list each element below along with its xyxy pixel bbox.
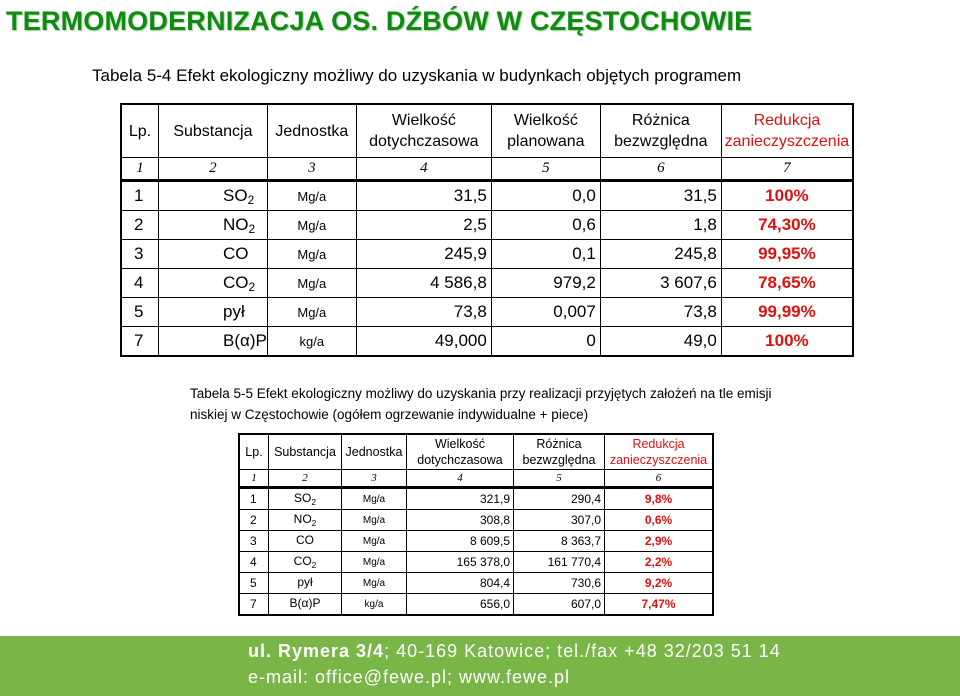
table1-caption: Tabela 5-4 Efekt ekologiczny możliwy do uzyskania w budynkach objętych programem: [92, 66, 742, 85]
column-index: 1: [121, 158, 159, 181]
column-index: 5: [514, 470, 605, 488]
current-value-cell: 321,9: [407, 488, 514, 510]
table2-ecological-effect: [238, 433, 714, 616]
current-value-cell: 2,5: [356, 211, 491, 240]
substance-cell: [269, 573, 342, 594]
col-header-lp: Lp.: [121, 104, 159, 158]
current-value-cell: 8 609,5: [407, 531, 514, 552]
reduction-cell: 99,95%: [721, 240, 853, 269]
substance-name: CO: [296, 533, 314, 547]
column-index-row: [121, 158, 853, 181]
table-row: [121, 181, 853, 211]
difference-cell: 3 607,6: [600, 269, 721, 298]
difference-cell: 8 363,7: [514, 531, 605, 552]
reduction-cell: 9,2%: [605, 573, 714, 594]
lp-cell: 7: [239, 594, 269, 616]
unit-cell: Mg/a: [267, 269, 356, 298]
planned-value-cell: 0,007: [491, 298, 600, 327]
table-row: [121, 269, 853, 298]
substance-cell: [159, 298, 268, 327]
page-title: TERMOMODERNIZACJA OS. DŹBÓW W CZĘSTOCHOWIE: [6, 6, 753, 36]
substance-name: SO: [293, 491, 312, 505]
unit-cell: Mg/a: [342, 531, 407, 552]
column-index: 6: [600, 158, 721, 181]
substance-subscript: 2: [247, 192, 255, 207]
difference-cell: 49,0: [600, 327, 721, 357]
column-index-row: [239, 470, 713, 488]
planned-value-cell: 979,2: [491, 269, 600, 298]
table-row: [121, 211, 853, 240]
lp-cell: 1: [239, 488, 269, 510]
substance-name: B(α)P: [223, 330, 267, 350]
column-index: 4: [407, 470, 514, 488]
col-header-difference: Różnica bezwzględna: [514, 434, 605, 470]
substance-subscript: 2: [248, 279, 256, 294]
reduction-cell: 78,65%: [721, 269, 853, 298]
current-value-cell: 165 378,0: [407, 552, 514, 573]
difference-cell: 73,8: [600, 298, 721, 327]
reduction-cell: 9,8%: [605, 488, 714, 510]
table-row: [239, 594, 713, 616]
lp-cell: 4: [121, 269, 159, 298]
footer-street: ul. Rymera 3/4: [248, 641, 385, 661]
substance-subscript: 2: [311, 560, 317, 570]
current-value-cell: 804,4: [407, 573, 514, 594]
footer-email-web: e-mail: office@fewe.pl; www.fewe.pl: [248, 667, 571, 687]
col-header-current-value: Wielkość dotychczasowa: [356, 104, 491, 158]
table-row: [121, 240, 853, 269]
current-value-cell: 656,0: [407, 594, 514, 616]
difference-cell: 607,0: [514, 594, 605, 616]
substance-name: pył: [223, 301, 245, 321]
column-index: 5: [491, 158, 600, 181]
unit-cell: Mg/a: [267, 298, 356, 327]
col-header-substance: Substancja: [269, 434, 342, 470]
planned-value-cell: 0,1: [491, 240, 600, 269]
column-index: 1: [239, 470, 269, 488]
unit-cell: Mg/a: [267, 211, 356, 240]
substance-subscript: 2: [248, 221, 256, 236]
unit-cell: kg/a: [267, 327, 356, 357]
unit-cell: Mg/a: [342, 573, 407, 594]
unit-cell: Mg/a: [342, 510, 407, 531]
substance-name: pył: [297, 575, 313, 589]
footer-address: [248, 641, 781, 662]
col-header-planned-value: Wielkość planowana: [491, 104, 600, 158]
substance-cell: [159, 240, 268, 269]
reduction-cell: 100%: [721, 181, 853, 211]
col-header-unit: Jednostka: [267, 104, 356, 158]
substance-cell: [269, 510, 342, 531]
lp-cell: 4: [239, 552, 269, 573]
col-header-reduction: Redukcja zanieczyszczenia: [605, 434, 714, 470]
col-header-current-value: Wielkość dotychczasowa: [407, 434, 514, 470]
unit-cell: Mg/a: [342, 552, 407, 573]
lp-cell: 3: [121, 240, 159, 269]
column-index: 6: [605, 470, 714, 488]
column-index: 2: [269, 470, 342, 488]
current-value-cell: 73,8: [356, 298, 491, 327]
lp-cell: 5: [239, 573, 269, 594]
reduction-cell: 2,2%: [605, 552, 714, 573]
lp-cell: 2: [239, 510, 269, 531]
column-index: 7: [721, 158, 853, 181]
difference-cell: 245,8: [600, 240, 721, 269]
difference-cell: 1,8: [600, 211, 721, 240]
reduction-cell: 7,47%: [605, 594, 714, 616]
col-header-substance: Substancja: [159, 104, 268, 158]
table-row: [239, 531, 713, 552]
reduction-cell: 100%: [721, 327, 853, 357]
substance-cell: [159, 181, 268, 211]
substance-name: CO: [223, 272, 249, 292]
column-index: 2: [159, 158, 268, 181]
substance-name: B(α)P: [289, 596, 321, 610]
difference-cell: 730,6: [514, 573, 605, 594]
column-index: 3: [342, 470, 407, 488]
table-row: [121, 298, 853, 327]
lp-cell: 2: [121, 211, 159, 240]
unit-cell: Mg/a: [267, 181, 356, 211]
planned-value-cell: 0,6: [491, 211, 600, 240]
substance-name: CO: [223, 243, 249, 263]
lp-cell: 7: [121, 327, 159, 357]
substance-subscript: 2: [311, 497, 316, 507]
substance-cell: [269, 594, 342, 616]
substance-cell: [269, 531, 342, 552]
table1-ecological-effect: [120, 103, 854, 357]
difference-cell: 307,0: [514, 510, 605, 531]
table-row: [239, 552, 713, 573]
unit-cell: Mg/a: [342, 488, 407, 510]
reduction-cell: 2,9%: [605, 531, 714, 552]
table-row: [239, 573, 713, 594]
difference-cell: 290,4: [514, 488, 605, 510]
unit-cell: kg/a: [342, 594, 407, 616]
substance-cell: [159, 269, 268, 298]
column-index: 3: [267, 158, 356, 181]
current-value-cell: 245,9: [356, 240, 491, 269]
substance-name: NO: [293, 512, 312, 526]
lp-cell: 1: [121, 181, 159, 211]
current-value-cell: 308,8: [407, 510, 514, 531]
substance-cell: [159, 327, 268, 357]
lp-cell: 5: [121, 298, 159, 327]
column-index: 4: [356, 158, 491, 181]
substance-name: NO: [223, 214, 249, 234]
table-row: [121, 327, 853, 357]
table-row: [239, 510, 713, 531]
reduction-cell: 0,6%: [605, 510, 714, 531]
col-header-unit: Jednostka: [342, 434, 407, 470]
substance-subscript: 2: [311, 518, 317, 528]
unit-cell: Mg/a: [267, 240, 356, 269]
difference-cell: 31,5: [600, 181, 721, 211]
planned-value-cell: 0,0: [491, 181, 600, 211]
footer-contact-bar: [0, 636, 960, 696]
current-value-cell: 31,5: [356, 181, 491, 211]
col-header-difference: Różnica bezwzględna: [600, 104, 721, 158]
lp-cell: 3: [239, 531, 269, 552]
current-value-cell: 4 586,8: [356, 269, 491, 298]
substance-cell: [269, 552, 342, 573]
planned-value-cell: 0: [491, 327, 600, 357]
footer-city-phone: ; 40-169 Katowice; tel./fax +48 32/203 51 14: [384, 641, 781, 661]
substance-name: SO: [223, 185, 248, 205]
reduction-cell: 99,99%: [721, 298, 853, 327]
reduction-cell: 74,30%: [721, 211, 853, 240]
current-value-cell: 49,000: [356, 327, 491, 357]
table2-caption: Tabela 5-5 Efekt ekologiczny możliwy do uzyskania przy realizacji przyjętych założeń na tle emisji niskiej w Częstochowie (ogółem ogrzewanie indywidualne + piece): [190, 386, 772, 422]
table-row: [239, 488, 713, 510]
col-header-reduction: Redukcja zanieczyszczenia: [721, 104, 853, 158]
difference-cell: 161 770,4: [514, 552, 605, 573]
col-header-lp: Lp.: [239, 434, 269, 470]
substance-name: CO: [293, 554, 312, 568]
substance-cell: [269, 488, 342, 510]
substance-cell: [159, 211, 268, 240]
